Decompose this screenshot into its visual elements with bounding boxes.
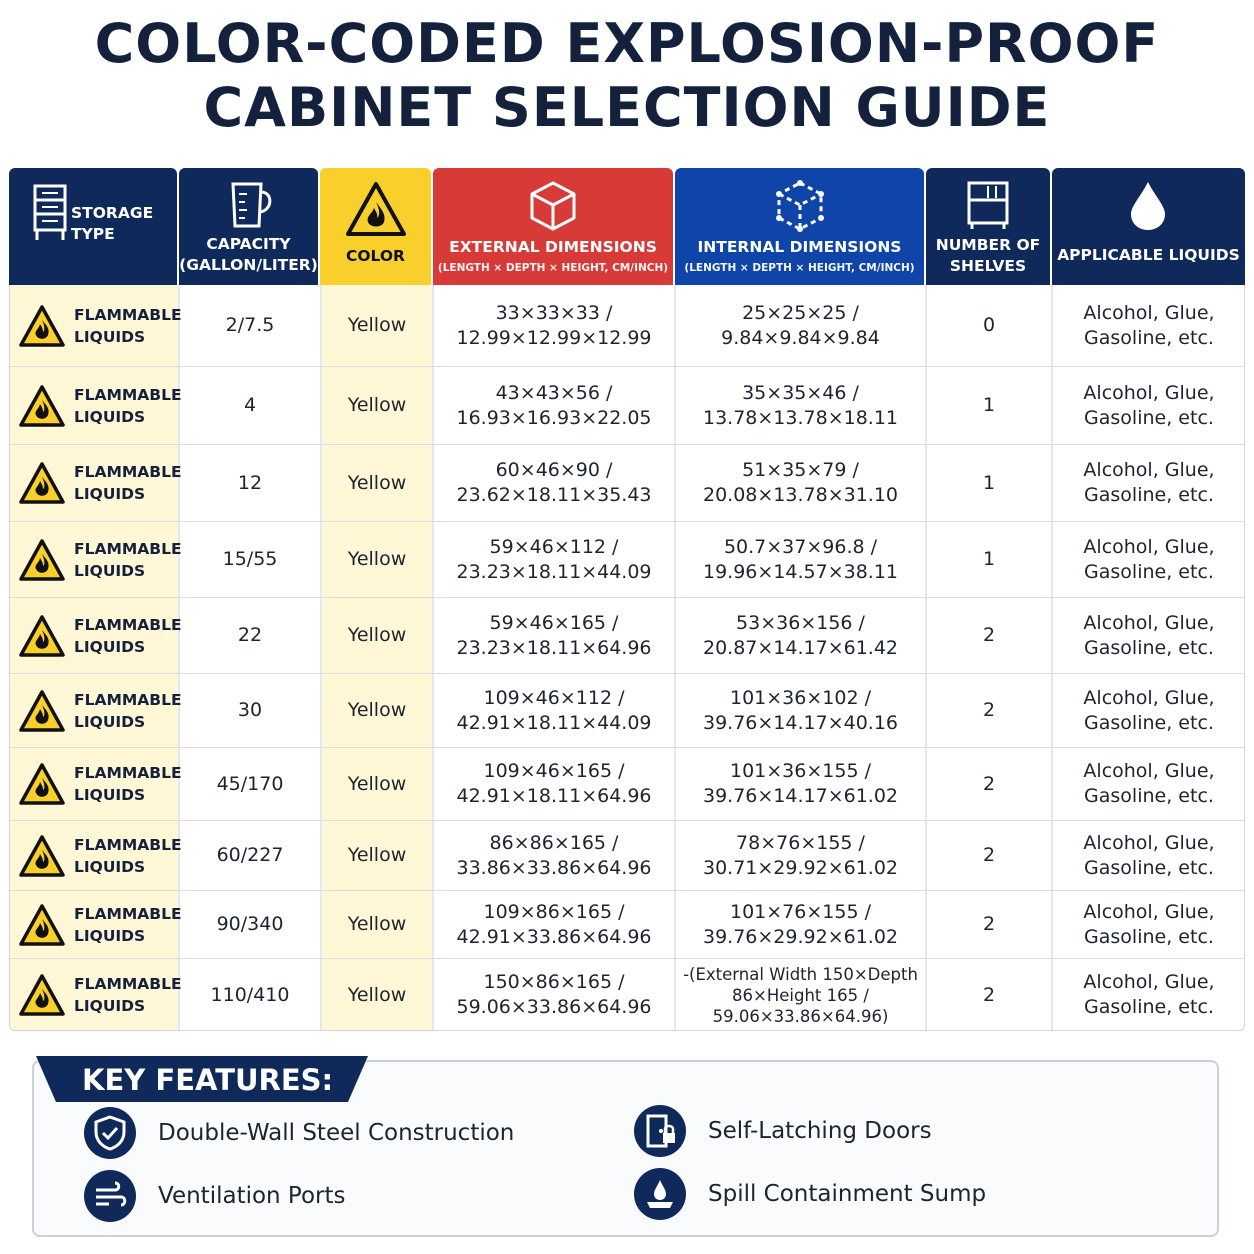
storage-type-line: LIQUIDS bbox=[74, 561, 146, 580]
storage-type-line: LIQUIDS bbox=[74, 407, 146, 426]
internal-value bbox=[703, 611, 898, 661]
external-cell bbox=[433, 598, 675, 673]
liquids-line: Alcohol, Glue, bbox=[1083, 900, 1215, 923]
color-value: Yellow bbox=[347, 624, 407, 646]
storage-type-cell bbox=[10, 285, 182, 366]
capacity-cell bbox=[179, 821, 321, 890]
header-internal-label: INTERNAL DIMENSIONS bbox=[697, 238, 902, 256]
storage-type-line: LIQUIDS bbox=[74, 327, 146, 346]
color-cell bbox=[321, 959, 433, 1031]
table-body bbox=[9, 285, 1245, 1031]
liquids-cell bbox=[1052, 891, 1245, 958]
header-external-sub: (LENGTH × DEPTH × HEIGHT, CM/INCH) bbox=[437, 262, 669, 274]
liquids-value bbox=[1083, 759, 1214, 809]
color-cell bbox=[321, 285, 433, 366]
shelves-value: 2 bbox=[982, 913, 996, 935]
flammable-warning-icon bbox=[18, 762, 66, 806]
storage-type-line: FLAMMABLE bbox=[74, 975, 182, 993]
capacity-cell bbox=[179, 367, 321, 444]
header-liquids-label: APPLICABLE LIQUIDS bbox=[1057, 246, 1240, 264]
shelves-value: 1 bbox=[982, 394, 996, 416]
internal-cell bbox=[675, 445, 926, 521]
capacity-cell bbox=[179, 959, 321, 1031]
external-value bbox=[456, 611, 651, 661]
shelves-value: 2 bbox=[982, 983, 996, 1006]
external-value bbox=[456, 831, 651, 881]
internal-cell bbox=[675, 748, 926, 820]
external-value bbox=[456, 458, 651, 508]
external-line: 42.91×18.11×44.09 bbox=[456, 711, 652, 734]
liquids-value bbox=[1083, 458, 1214, 508]
header-storage-line-1: STORAGE bbox=[71, 204, 154, 222]
header-applicable-liquids bbox=[1052, 168, 1245, 285]
external-cell bbox=[433, 891, 675, 958]
color-value: Yellow bbox=[347, 983, 407, 1006]
storage-type-line: FLAMMABLE bbox=[74, 539, 182, 558]
internal-line: 86×Height 165 / bbox=[732, 985, 869, 1005]
internal-cell bbox=[675, 598, 926, 673]
storage-type-cell bbox=[10, 821, 182, 890]
capacity-value: 110/410 bbox=[210, 983, 290, 1006]
storage-type-label bbox=[74, 461, 182, 505]
storage-type-label bbox=[74, 834, 182, 878]
liquids-line: Gasoline, etc. bbox=[1084, 406, 1214, 429]
header-color-label: COLOR bbox=[346, 247, 405, 265]
external-value bbox=[456, 535, 651, 585]
external-line: 109×86×165 / bbox=[483, 900, 625, 923]
header-storage-type bbox=[9, 168, 177, 285]
title-line-2: CABINET SELECTION GUIDE bbox=[203, 76, 1051, 139]
color-cell bbox=[321, 748, 433, 820]
liquids-value bbox=[1083, 686, 1214, 736]
capacity-cell bbox=[179, 522, 321, 597]
flammable-warning-icon bbox=[18, 304, 66, 348]
internal-value bbox=[721, 301, 880, 351]
internal-line: 51×35×79 / bbox=[742, 459, 859, 481]
liquids-cell bbox=[1052, 821, 1245, 890]
shelves-value: 2 bbox=[982, 844, 996, 866]
cube-icon bbox=[529, 180, 577, 232]
cabinet-table bbox=[9, 168, 1245, 1031]
feature-label: Self-Latching Doors bbox=[708, 1118, 932, 1144]
internal-cell bbox=[675, 522, 926, 597]
color-value: Yellow bbox=[347, 548, 407, 570]
color-value: Yellow bbox=[347, 314, 407, 336]
measuring-jug-icon bbox=[227, 180, 275, 230]
storage-type-label bbox=[74, 903, 182, 947]
liquids-line: Gasoline, etc. bbox=[1084, 925, 1214, 948]
internal-cell bbox=[675, 959, 926, 1031]
capacity-value: 2/7.5 bbox=[225, 314, 275, 336]
key-features-heading bbox=[36, 1056, 368, 1102]
shelving-unit-icon bbox=[33, 184, 67, 242]
storage-type-line: LIQUIDS bbox=[74, 857, 146, 876]
internal-cell bbox=[675, 367, 926, 444]
external-line: 42.91×18.11×64.96 bbox=[456, 785, 652, 807]
liquids-cell bbox=[1052, 674, 1245, 747]
storage-type-line: FLAMMABLE bbox=[74, 463, 182, 481]
table-row bbox=[10, 598, 1245, 674]
color-value: Yellow bbox=[347, 471, 407, 494]
external-cell bbox=[433, 367, 675, 444]
internal-value bbox=[703, 759, 898, 809]
flammable-warning-icon bbox=[18, 834, 66, 878]
internal-value bbox=[703, 458, 898, 508]
shelves-value: 0 bbox=[982, 314, 996, 336]
drip-tray-icon bbox=[634, 1168, 686, 1220]
liquids-cell bbox=[1052, 285, 1245, 366]
external-line: 42.91×33.86×64.96 bbox=[456, 925, 652, 948]
liquids-line: Alcohol, Glue, bbox=[1083, 760, 1215, 782]
storage-type-line: LIQUIDS bbox=[74, 637, 146, 656]
capacity-value: 4 bbox=[243, 394, 257, 416]
internal-line: 25×25×25 / bbox=[742, 301, 859, 324]
header-shelves-line-2: SHELVES bbox=[949, 257, 1027, 275]
flammable-warning-icon bbox=[18, 689, 66, 733]
liquids-line: Alcohol, Glue, bbox=[1083, 971, 1215, 993]
liquids-line: Alcohol, Glue, bbox=[1083, 611, 1215, 634]
liquids-line: Alcohol, Glue, bbox=[1083, 459, 1215, 481]
color-cell bbox=[321, 891, 433, 958]
shelves-value: 1 bbox=[982, 471, 996, 494]
liquids-cell bbox=[1052, 445, 1245, 521]
internal-line: 30.71×29.92×61.02 bbox=[702, 856, 899, 879]
flammable-warning-icon bbox=[18, 903, 66, 947]
shelves-cell bbox=[926, 891, 1052, 958]
internal-line: 50.7×37×96.8 / bbox=[723, 535, 878, 558]
storage-type-cell bbox=[10, 891, 182, 958]
flammable-warning-icon bbox=[18, 973, 66, 1017]
internal-line: 20.08×13.78×31.10 bbox=[702, 484, 899, 506]
capacity-cell bbox=[179, 598, 321, 673]
external-line: 109×46×165 / bbox=[483, 760, 625, 782]
external-value bbox=[456, 900, 651, 950]
header-storage-line-2: TYPE bbox=[71, 225, 115, 243]
external-line: 43×43×56 / bbox=[495, 381, 613, 404]
external-line: 23.23×18.11×44.09 bbox=[456, 560, 652, 583]
shelves-cell bbox=[926, 821, 1052, 890]
shelves-cell bbox=[926, 285, 1052, 366]
internal-line: 78×76×155 / bbox=[736, 831, 865, 854]
external-line: 86×86×165 / bbox=[489, 831, 619, 854]
storage-type-line: FLAMMABLE bbox=[74, 764, 182, 782]
color-cell bbox=[321, 598, 433, 673]
color-value: Yellow bbox=[347, 913, 407, 935]
internal-value bbox=[683, 964, 918, 1027]
storage-type-cell bbox=[10, 598, 182, 673]
liquids-line: Gasoline, etc. bbox=[1084, 326, 1214, 349]
shelves-value: 2 bbox=[982, 772, 996, 795]
storage-type-line: LIQUIDS bbox=[74, 926, 146, 945]
internal-line: 101×36×155 / bbox=[730, 760, 871, 782]
external-value bbox=[456, 759, 651, 809]
shelves-value: 1 bbox=[982, 548, 996, 570]
external-line: 23.62×18.11×35.43 bbox=[456, 484, 652, 506]
internal-cell bbox=[675, 821, 926, 890]
storage-type-line: LIQUIDS bbox=[74, 786, 146, 804]
storage-type-label bbox=[74, 614, 182, 658]
external-line: 59.06×33.86×64.96 bbox=[456, 996, 652, 1018]
storage-type-cell bbox=[10, 959, 182, 1031]
internal-line: -(External Width 150×Depth bbox=[683, 964, 918, 984]
liquids-line: Gasoline, etc. bbox=[1084, 484, 1214, 506]
external-cell bbox=[433, 959, 675, 1031]
internal-value bbox=[703, 900, 898, 950]
shelves-value: 2 bbox=[982, 624, 996, 646]
feature-label: Double-Wall Steel Construction bbox=[158, 1120, 515, 1146]
header-capacity-line-1: CAPACITY bbox=[206, 235, 291, 253]
liquids-cell bbox=[1052, 522, 1245, 597]
liquids-line: Alcohol, Glue, bbox=[1083, 301, 1215, 324]
shelves-cell bbox=[926, 598, 1052, 673]
external-line: 59×46×112 / bbox=[489, 535, 619, 558]
capacity-value: 22 bbox=[237, 624, 263, 646]
dashed-cube-icon bbox=[775, 180, 825, 232]
feature-double-wall bbox=[84, 1107, 514, 1159]
external-line: 60×46×90 / bbox=[495, 459, 613, 481]
feature-spill-sump bbox=[634, 1168, 986, 1220]
liquids-cell bbox=[1052, 598, 1245, 673]
color-value: Yellow bbox=[347, 844, 407, 866]
internal-cell bbox=[675, 674, 926, 747]
external-line: 12.99×12.99×12.99 bbox=[456, 326, 652, 349]
page-title bbox=[0, 12, 1254, 140]
storage-type-line: LIQUIDS bbox=[74, 712, 146, 731]
internal-value bbox=[703, 686, 898, 736]
external-line: 23.23×18.11×64.96 bbox=[456, 636, 652, 659]
feature-label: Ventilation Ports bbox=[158, 1183, 346, 1209]
header-external-label: EXTERNAL DIMENSIONS bbox=[449, 238, 657, 256]
internal-line: 101×36×102 / bbox=[730, 686, 871, 709]
external-value bbox=[456, 301, 651, 351]
external-cell bbox=[433, 821, 675, 890]
table-row bbox=[10, 367, 1245, 445]
liquids-value bbox=[1083, 535, 1214, 585]
table-row bbox=[10, 522, 1245, 598]
storage-type-line: LIQUIDS bbox=[74, 485, 146, 503]
storage-type-label bbox=[74, 689, 182, 733]
header-color bbox=[320, 168, 431, 285]
cabinet-icon bbox=[966, 180, 1010, 230]
external-line: 150×86×165 / bbox=[483, 971, 625, 993]
shelves-cell bbox=[926, 748, 1052, 820]
storage-type-line: FLAMMABLE bbox=[74, 690, 182, 709]
door-lock-icon bbox=[634, 1105, 686, 1157]
feature-self-latching bbox=[634, 1105, 932, 1157]
internal-cell bbox=[675, 891, 926, 958]
shelves-value: 2 bbox=[982, 699, 996, 721]
storage-type-cell bbox=[10, 748, 182, 820]
header-internal-dimensions bbox=[675, 168, 924, 285]
external-cell bbox=[433, 285, 675, 366]
liquids-value bbox=[1083, 970, 1214, 1020]
color-cell bbox=[321, 674, 433, 747]
liquids-line: Alcohol, Glue, bbox=[1083, 686, 1215, 709]
storage-type-line: FLAMMABLE bbox=[74, 904, 182, 923]
header-capacity-line-2: (GALLON/LITER) bbox=[179, 256, 318, 274]
internal-value bbox=[703, 535, 898, 585]
storage-type-cell bbox=[10, 674, 182, 747]
external-cell bbox=[433, 522, 675, 597]
internal-line: 9.84×9.84×9.84 bbox=[721, 326, 880, 349]
header-shelves bbox=[926, 168, 1050, 285]
flammable-warning-icon bbox=[18, 538, 66, 582]
internal-value bbox=[703, 381, 898, 431]
capacity-cell bbox=[179, 445, 321, 521]
flammable-warning-icon bbox=[18, 384, 66, 428]
airflow-icon bbox=[84, 1170, 136, 1222]
external-value bbox=[456, 381, 651, 431]
flammable-warning-icon bbox=[18, 461, 66, 505]
table-row bbox=[10, 821, 1245, 891]
table-row bbox=[10, 959, 1245, 1031]
storage-type-line: FLAMMABLE bbox=[74, 385, 182, 404]
capacity-value: 30 bbox=[237, 699, 263, 721]
internal-line: 19.96×14.57×38.11 bbox=[702, 560, 899, 583]
shield-check-icon bbox=[84, 1107, 136, 1159]
liquids-value bbox=[1083, 831, 1214, 881]
external-line: 16.93×16.93×22.05 bbox=[456, 406, 652, 429]
liquids-line: Alcohol, Glue, bbox=[1083, 831, 1215, 854]
liquids-value bbox=[1083, 381, 1214, 431]
color-cell bbox=[321, 445, 433, 521]
liquids-line: Gasoline, etc. bbox=[1084, 711, 1214, 734]
external-cell bbox=[433, 674, 675, 747]
storage-type-label bbox=[74, 973, 182, 1017]
storage-type-cell bbox=[10, 367, 182, 444]
table-row bbox=[10, 891, 1245, 959]
internal-line: 20.87×14.17×61.42 bbox=[702, 636, 899, 659]
liquids-line: Alcohol, Glue, bbox=[1083, 535, 1215, 558]
capacity-value: 60/227 bbox=[216, 844, 284, 866]
liquids-line: Alcohol, Glue, bbox=[1083, 381, 1215, 404]
liquids-line: Gasoline, etc. bbox=[1084, 996, 1214, 1018]
shelves-cell bbox=[926, 959, 1052, 1031]
capacity-cell bbox=[179, 748, 321, 820]
external-cell bbox=[433, 445, 675, 521]
storage-type-cell bbox=[10, 445, 182, 521]
droplet-icon bbox=[1129, 180, 1167, 232]
table-row bbox=[10, 445, 1245, 522]
external-line: 33.86×33.86×64.96 bbox=[456, 856, 652, 879]
liquids-cell bbox=[1052, 367, 1245, 444]
feature-label: Spill Containment Sump bbox=[708, 1181, 987, 1207]
color-value: Yellow bbox=[347, 394, 407, 416]
external-line: 59×46×165 / bbox=[489, 611, 619, 634]
color-cell bbox=[321, 522, 433, 597]
capacity-value: 12 bbox=[237, 471, 263, 494]
external-cell bbox=[433, 748, 675, 820]
liquids-value bbox=[1083, 900, 1214, 950]
table-row bbox=[10, 748, 1245, 821]
header-external-dimensions bbox=[433, 168, 673, 285]
capacity-value: 90/340 bbox=[216, 913, 284, 935]
storage-type-line: FLAMMABLE bbox=[74, 615, 182, 634]
internal-cell bbox=[675, 285, 926, 366]
internal-line: 39.76×14.17×61.02 bbox=[702, 785, 899, 807]
internal-line: 101×76×155 / bbox=[730, 900, 871, 923]
liquids-value bbox=[1083, 301, 1214, 351]
external-line: 33×33×33 / bbox=[495, 301, 613, 324]
table-row bbox=[10, 674, 1245, 748]
storage-type-line: LIQUIDS bbox=[74, 997, 146, 1015]
liquids-line: Gasoline, etc. bbox=[1084, 636, 1214, 659]
flammable-warning-icon bbox=[18, 614, 66, 658]
external-value bbox=[456, 970, 651, 1020]
internal-line: 39.76×14.17×40.16 bbox=[702, 711, 899, 734]
title-line-1: COLOR-CODED EXPLOSION-PROOF bbox=[94, 12, 1160, 75]
internal-line: 39.76×29.92×61.02 bbox=[702, 925, 899, 948]
shelves-cell bbox=[926, 445, 1052, 521]
color-value: Yellow bbox=[347, 772, 407, 795]
color-cell bbox=[321, 367, 433, 444]
color-cell bbox=[321, 821, 433, 890]
shelves-cell bbox=[926, 367, 1052, 444]
key-features-title: KEY FEATURES: bbox=[82, 1063, 334, 1097]
header-shelves-line-1: NUMBER OF bbox=[935, 236, 1041, 254]
header-capacity bbox=[179, 168, 318, 285]
external-value bbox=[456, 686, 651, 736]
capacity-cell bbox=[179, 891, 321, 958]
storage-type-line: FLAMMABLE bbox=[74, 305, 182, 324]
liquids-line: Gasoline, etc. bbox=[1084, 785, 1214, 807]
internal-line: 53×36×156 / bbox=[736, 611, 865, 634]
shelves-cell bbox=[926, 522, 1052, 597]
storage-type-line: FLAMMABLE bbox=[74, 835, 182, 854]
storage-type-label bbox=[74, 762, 182, 806]
external-line: 109×46×112 / bbox=[483, 686, 625, 709]
capacity-value: 45/170 bbox=[216, 772, 284, 795]
storage-type-cell bbox=[10, 522, 182, 597]
capacity-cell bbox=[179, 285, 321, 366]
color-value: Yellow bbox=[347, 699, 407, 721]
header-internal-sub: (LENGTH × DEPTH × HEIGHT, CM/INCH) bbox=[684, 262, 915, 274]
feature-ventilation bbox=[84, 1170, 346, 1222]
storage-type-label bbox=[74, 384, 182, 428]
internal-line: 35×35×46 / bbox=[742, 381, 859, 404]
liquids-cell bbox=[1052, 959, 1245, 1031]
table-row bbox=[10, 285, 1245, 367]
capacity-cell bbox=[179, 674, 321, 747]
internal-line: 59.06×33.86×64.96) bbox=[712, 1006, 889, 1026]
liquids-line: Gasoline, etc. bbox=[1084, 856, 1214, 879]
storage-type-label bbox=[74, 538, 182, 582]
shelves-cell bbox=[926, 674, 1052, 747]
liquids-cell bbox=[1052, 748, 1245, 820]
capacity-value: 15/55 bbox=[222, 548, 278, 570]
internal-value bbox=[703, 831, 898, 881]
flammable-warning-icon bbox=[344, 180, 408, 238]
internal-line: 13.78×13.78×18.11 bbox=[702, 406, 899, 429]
liquids-value bbox=[1083, 611, 1214, 661]
liquids-line: Gasoline, etc. bbox=[1084, 560, 1214, 583]
storage-type-label bbox=[74, 304, 182, 348]
